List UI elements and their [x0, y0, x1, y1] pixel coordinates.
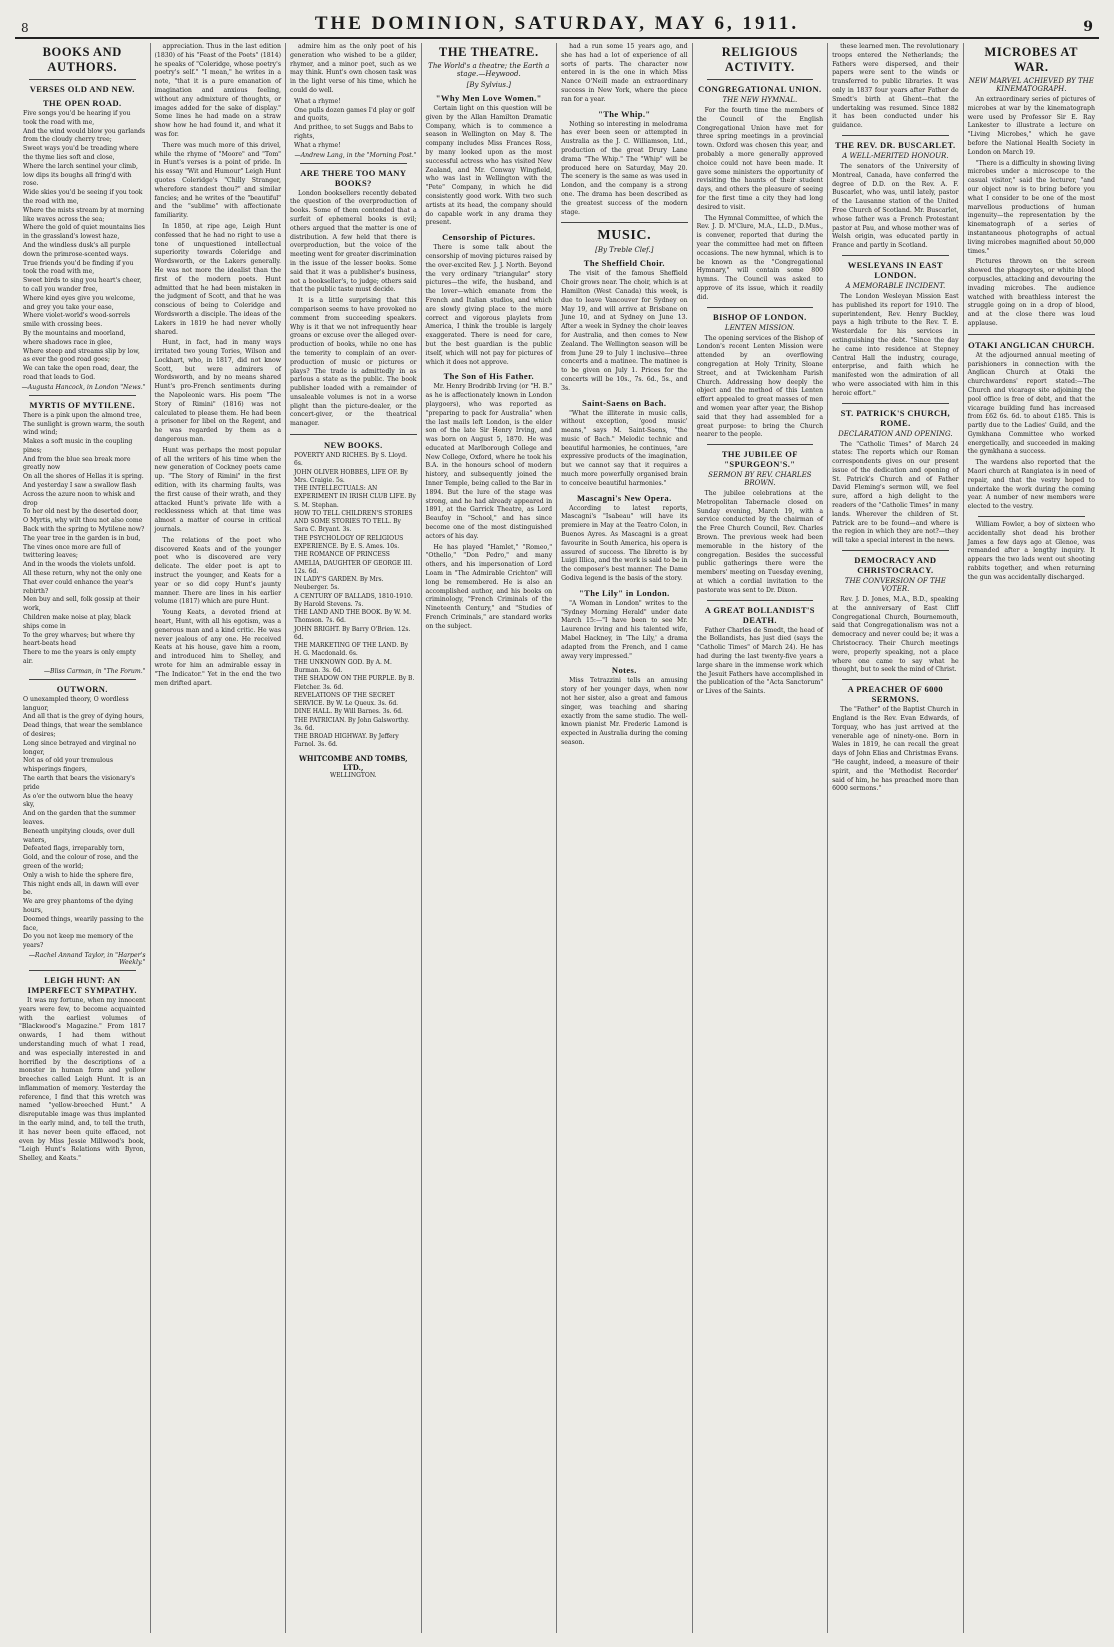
article-title-otaki-church: OTAKI ANGLICAN CHURCH.: [968, 339, 1095, 350]
article-body-spurgeons-jubilee: The jubilee celebrations at the Metropolitan Tabernacle closed on Sunday evening, March 19, with a service conducted by the chairman of the Free Church Council, Rev. Charles Brown. The previous week had been memorable in the history of the congregation. Besides the successful public gatherings there were the members' meeting on Tuesday evening, at which a cordial invitation to the pastorate was sent to Dr. Dixon.: [696, 490, 824, 594]
divider: [842, 550, 949, 551]
article-body-shooting-accident: William Fowler, a boy of sixteen who accidentally shot dead his brother James a few days ago at Glenoe, was remanded after a lengthy inquiry. It appears the two lads went out shooting rabbits together, and when returning the gun was accidentally discharged.: [967, 521, 1095, 581]
poem-attribution-open-road: —Augusta Hancock, in London "News.": [21, 383, 146, 391]
section-heading-books-and-authors: BOOKS AND AUTHORS.: [42, 45, 122, 74]
column-4: [422, 43, 558, 1633]
poem-title-open-road: THE OPEN ROAD.: [42, 98, 122, 108]
article-body-leigh-hunt-cont-2: There was much more of this drivel, while the rhyme of "Moore" and "Tom" in Hunt's verses is a point of pride. In his essay "Wit and Humour" Leigh Hunt quotes Coleridge's "Chilly Stranger, wherefore standest thou?" and similar fancies; and he writes of the "beautiful" and the "sublime" with affectionate familiarity.: [154, 141, 282, 220]
divider: [707, 444, 814, 445]
article-body-microbes-2: "There is a difficulty in showing living microbes under a microscope to the casual visitor," said the lecturer, "and our object now is to bring before you what I consider to be one of the most marvellous productions of human ingenuity—the representation by the kinematograph of a series of instantaneous photographs of actual living microbes magnified about 50,000 times.": [967, 159, 1095, 255]
article-body-wesleyans: The London Wesleyan Mission East has published its report for 1910. The superintendent, Rev. Henry Buckley, pays a high tribute to the Rev. T. E. Westerdale for his services in extinguishing the debt. "Since the day he came into residence at Stepney Central Hall the industry, courage, enterprise, and faith which he manifested won the admiration of all who were associated with him in this heroic effort.": [832, 292, 959, 397]
byline-theatre: [By Sylvius.]: [466, 81, 511, 89]
section-heading-music: MUSIC.: [597, 228, 652, 244]
section-heading-religious-activity: RELIGIOUS ACTIVITY.: [721, 45, 798, 74]
masthead-title: THE DOMINION, SATURDAY, MAY 6, 1911.: [314, 13, 800, 34]
article-title-bollandist: A GREAT BOLLANDIST'S DEATH.: [704, 604, 815, 625]
advertiser-city: WELLINGTON.: [329, 771, 377, 779]
article-title-son-of-his-father: The Son of His Father.: [443, 371, 535, 382]
article-subtitle-spurgeons-sermon: SERMON BY REV. CHARLES BROWN.: [708, 471, 812, 488]
article-title-mascagni: Mascagni's New Opera.: [577, 492, 672, 503]
poem-title-outworn: OUTWORN.: [56, 683, 108, 694]
poem-outworn: O unexampled theory, O wordless languor, And all that is the grey of dying hours, Dead things, that wear the semblance of desires; Long since betrayed and virginal no longer, Not as of old your tremulous whisperings fingers, The earth that bears the visionary's pride As o'er the outworn blue the heavy sky, And on the garden that the summer leaves. Beneath unpitying clouds, over dull waters, Defeated flags, irreparably torn, Gold, and the colour of rose, and the green of the world; Only a wish to hide the sphere fire, This night ends all, in dawn will ever be. We are grey phantoms of the dying hours, Doomed things, wearily passing to the face, Do you not keep me memory of the years?: [23, 695, 144, 950]
divider: [842, 403, 949, 404]
divider: [300, 163, 407, 164]
divider: [290, 434, 417, 435]
article-body-leigh-hunt-cont-5: Hunt was perhaps the most popular of all the writers of his time when the new generation of Cockney poets came up. "The Story of Rimini" in the first edition, with its charming faults, was the first cause of their wrath, and they attacked Hunt's private life with a recklessness which at that time was almost a matter of course in critical journals.: [154, 446, 282, 534]
heading-verses-old-and-new: VERSES OLD AND NEW.: [29, 84, 135, 94]
article-body-bishop-of-london: The opening services of the Bishop of London's recent Lenten Mission were attended by an overflowing congregation at Holy Trinity, Sloane Street, and at Twickenham Parish Church. Addressing how deeply the object and the method of this Lenten effort appealed to great masses of men and women year after year, the Bishop said that they had assembled for a great purpose: to bring the Church nearer to the people.: [696, 334, 824, 439]
article-title-sheffield-choir: The Sheffield Choir.: [583, 258, 665, 269]
article-title-saint-saens: Saint-Saens on Bach.: [582, 397, 667, 408]
poem-myrtis: There is a pink upon the almond tree, The sunlight is grown warm, the south wind wind; Makes a soft music in the coupling pines; And from the blue sea break more greatly now On all the shores of Hellas it is spring. And yesterday I saw a swallow flash Across the azure noon to whisk and drop To her old nest by the deserted door, O Myrtis, why wilt thou not also come Back with the spring to Mytilene now? The year tree in the garden is in bud, The vines once more are full of twittering leaves; And in the woods the violets unfold. All these return, why not the only one That ever could enhance the year's rebirth? Men buy and sell, folk gossip at their work, Children make noise at play, black ships come in To the grey wharves; but where thy heart-beats head There to me the years is only empty air.: [23, 411, 145, 666]
article-title-the-whip: "The Whip.": [598, 108, 651, 119]
article-body-too-many-books-2: It is a little surprising that this comparison seems to have provoked no comment from succeeding speakers. Why is it that we not infrequently hear groans or excuse over the alleged over-production of books, while no one has the temerity to complain of an over-production of music or pictures or plays? The trade is admittedly in as parlous a state as the public. The book publisher loaded with a remainder of unsaleable volumes is not in a worse plight than the picture-dealer, or the concert-giver, or the theatrical manager.: [290, 297, 417, 428]
divider: [842, 679, 949, 680]
article-title-wesleyans: WESLEYANS IN EAST LONDON.: [847, 259, 943, 280]
column-5: [557, 43, 693, 1633]
divider: [968, 334, 1095, 335]
article-title-bishop-of-london: BISHOP OF LONDON.: [713, 311, 807, 322]
section-epigraph-theatre: The World's a theatre; the Earth a stage.—Heywood.: [428, 62, 550, 78]
article-body-continued: admire him as the only poet of his generation who wished to be a gilder, rhymer, and a minor poet, such as we may think. Hunt's own chosen task was in the light verse of his time, which he could do well.: [290, 43, 417, 94]
rhyme-verse: What a rhyme! One pulls dozen games I'd play or golf and quoits, And prithee, to set Suggs and Babs to rights, What a rhyme!: [294, 97, 415, 149]
article-body-the-whip: Nothing so interesting in melodrama has ever been seen or attempted in Australia as the J. C. Williamson, Ltd., production of the great Drury Lane drama "The Whip." The "Whip" will be produced here on Saturday, May 20. The scenery is the same as was used in London, and the company is a strong one. The drama has been described as the greatest success of the modern stage.: [561, 120, 688, 216]
divider: [978, 516, 1085, 517]
article-body-otaki-church-2: The wardens also reported that the Maori church at Rangiatea is in need of repair, and that the vestry hoped to undertake the work during the coming year. A number of new members were elected to the vestry.: [967, 459, 1095, 511]
article-subtitle-st-patricks: DECLARATION AND OPENING.: [838, 429, 953, 438]
article-body-saint-saens: "What the illiterate in music calls, without exception, 'good music' means," says M. Saint-Saens, "the music of Bach." Melodic technic and beautiful harmonies, he continues, "are expressive products of the imagination, but we cannot say that it requires a much more powerfully organised brain to conceive beautiful harmonies.": [561, 409, 688, 487]
article-body-leigh-hunt-cont-1: appreciation. Thus in the last edition (1830) of his "Feast of the Poets" (1814) he speaks of "Coleridge, whose poetry's poetry's self." "I mean," he writes in a note, "that it is a pure emanation of imagination and anxious feeling, without any admixture of thoughts, or images added for the sake of display." Some lines he had made on a straw show how he had found it, and what it was for.: [154, 43, 282, 138]
article-title-congregational-union: CONGREGATIONAL UNION.: [698, 84, 822, 94]
article-subtitle-buscarlet: A WELL-MERITED HONOUR.: [842, 151, 949, 160]
article-title-why-men-love-women: "Why Men Love Women.": [435, 93, 542, 103]
article-title-6000-sermons: A PREACHER OF 6000 SERMONS.: [847, 684, 944, 705]
divider: [561, 222, 688, 223]
article-body-leigh-hunt-cont-4: Hunt, in fact, had in many ways irritated two young Tories, Wilson and Lockhart, who, in 1817, did not know Scott, but were admirers of Wordsworth, and by no means shared Hunt's pro-French sentiments during the Napoleonic wars. His poem "The Story of Rimini" (1816) was not calculated to please them. He had been a prisoner for libel on the Regent, and he was regarded by them as a dangerous man.: [154, 339, 282, 444]
new-books-list: POVERTY AND RICHES. By S. Lloyd. 6s. JOHN OLIVER HOBBES, LIFE OF. By Mrs. Craigie. 5s. THE INTELLECTUALS: AN EXPERIMENT IN IRISH CLUB LIFE. By S. M. Stephan. HOW TO TELL CHILDREN'S STORIES AND SOME STORIES TO TELL. By Sara C. Bryant. 3s. THE PSYCHOLOGY OF RELIGIOUS EXPERIENCE. By E. S. Ames. 10s. THE ROMANCE OF PRINCESS AMELIA, DAUGHTER OF GEORGE III. 12s. 6d. IN LADY'S GARDEN. By Mrs. Neuberger. 5s. A CENTURY OF BALLADS, 1810-1910. By Harold Stevens. 7s. THE LAND AND THE BOOK. By W. M. Thomson. 7s. 6d. JOHN BRIGHT. By Barry O'Brien. 12s. 6d. THE MARKETING OF THE LAND. By H. G. Macdonald. 6s. THE UNKNOWN GOD. By A. M. Burman. 3s. 6d. THE SHADOW ON THE PURPLE. By B. Fletcher. 3s. 6d. REVELATIONS OF THE SECRET SERVICE. By W. Le Queux. 3s. 6d. DINE HALL. By Will Barnes. 3s. 6d. THE PATRICIAN. By John Galsworthy. 3s. 6d. THE BROAD HIGHWAY. By Jeffery Farnol. 3s. 6d.: [294, 452, 416, 749]
article-body-new-hymnal: For the fourth time the members of the Council of the English Congregational Union have met for three spring meetings in a provincial town. Oxford was chosen this year, and probably a more generally approved choice could not have been made. It gave some ministers the opportunity of revisiting the haunts of their student days, and others the pleasure of seeing for the first time a city they had long desired to visit.: [696, 107, 824, 211]
article-subtitle-lenten-mission: LENTEN MISSION.: [724, 323, 795, 332]
divider: [842, 135, 949, 136]
masthead: [15, 13, 1099, 39]
article-body-mascagni: According to latest reports, Mascagni's "Isabeau" will have its premiere in May at the Teatro Colon, in Buenos Ayres. As Mascagni is a great favourite in South America, his opera is assured of success. The libretto is by Luigi Illica, and the work is said to be in the composer's best manner. The Dame Godiva legend is the basis of the story.: [561, 504, 688, 583]
article-title-st-patricks: ST. PATRICK'S CHURCH, ROME.: [840, 407, 951, 428]
article-body-leigh-hunt-cont-7: Young Keats, a devoted friend at heart, Hunt, with all his egotism, was a generous man and a kind critic. He was never jealous of any one. He received Keats at his house, gave him a room, and introduced him to Shelley, and wrote for him an admirable essay in "The Indicator." Yet in the end the two men drifted apart.: [154, 609, 282, 687]
article-title-too-many-books: ARE THERE TOO MANY BOOKS?: [300, 167, 407, 188]
article-body-microbes-1: An extraordinary series of pictures of microbes at war by the kinematograph were used by Professor Sir E. Ray Lankester to illustrate a lecture on "Living Microbes," which he gave before the National Health Society in London on March 19.: [967, 96, 1095, 156]
heading-new-books: NEW BOOKS.: [323, 440, 383, 451]
article-body-6000-sermons: The "Father" of the Baptist Church in England is the Rev. Evan Edwards, of Torquay, who has just arrived at the venerable age of ninety-one. Born in Wales in 1819, he can recall the great days of John Elias and Christmas Evans. "He caught, indeed, a measure of their spirit, and the 'Methodist Recorder' said of him, he has preached more than 6000 sermons.": [832, 706, 959, 793]
column-6: [693, 43, 829, 1633]
article-body-democracy: Rev. J. D. Jones, M.A., B.D., speaking at the anniversary of East Cliff Congregational Church, Bournemouth, said that Congregationalism was not a democracy and never could be; it was a Christocracy. Their Church meetings were, properly speaking, not a place where one came to say what he thought, but to seek the mind of Christ.: [832, 596, 959, 674]
divider: [707, 79, 814, 80]
rhyme-attribution: —Andrew Lang, in the "Morning Post.": [294, 151, 417, 159]
column-8: [964, 43, 1099, 1633]
article-title-the-lily: "The Lily" in London.: [579, 587, 670, 598]
newspaper-page: [7, 7, 1107, 1633]
article-body-the-lily: "A Woman in London" writes to the "Sydney Morning Herald" under date March 15:—"I have been to see Mr. Laurence Irving and his talented wife, Mabel Hackney, in 'The Lily,' a drama adapted from the French, and I came away very impressed.": [561, 599, 688, 660]
article-body-leigh-hunt: It was my fortune, when my innocent years were few, to become acquainted with the earliest volumes of "Blackwood's Magazine." From 1817 onwards, I had them without understanding much of what I read, and was especially interested in and horrified by the descriptions of a monster in human form and yellow breeches called Leigh Hunt. It is an inflammation of memory. Yesterday the reference, I find that this wretch was named "yellow-breeched Hunt." A disreputable image was thus implanted in the early mind, and, to tell the truth, it has never been quite effaced, not even by Miss Jessie Millwood's book, "Leigh Hunt's Relations with Byron, Shelley, and Keats.": [19, 996, 146, 1163]
byline-music: [By Treble Clef.]: [595, 246, 654, 255]
divider: [29, 679, 136, 680]
poem-open-road: Five songs you'd be hearing if you took the road with me, And the wind would blow you garlands from the cloudy cherry tree; Sweet ways you'd be treading where the thyme lies soft and close, Where the larch sentinel your climb, low dips its boughs all fring'd with rose. Wide skies you'd be seeing if you took the road with me, Where the mists stream by at morning like waves across the sea; Where the gold of quiet mountains lies in the grassland's lowest haze, And the windless dusk's all purple down the primrose-scented ways. True friends you'd be finding if you took the road with me, Sweet birds to sing you heart's cheer, to call you wander free, Where kind eyes give you welcome, and grey you take your ease, Where violet-world's wood-sorrels smile with crossing bees. By the mountains and moorland, where shadows race in glee, Where steep and streams slip by low, as ever the good road goes; We can take the open road, dear, the road that leads to God.: [23, 110, 146, 381]
divider: [29, 79, 136, 80]
article-title-notes: Notes.: [611, 665, 637, 676]
article-title-democracy: DEMOCRACY AND CHRISTOCRACY.: [854, 555, 937, 576]
article-body-leigh-hunt-cont-6: The relations of the poet who discovered Keats and of the younger poet who is discovered are very delicate. The elder poet is apt to instruct the younger, and Keats for a year or so did copy Hunt's jaunty manner. There are lines in his earlier volume (1817) which are pure Hunt.: [154, 536, 282, 606]
section-heading-theatre: THE THEATRE.: [438, 45, 539, 59]
article-body-continued: had a run some 15 years ago, and she has had a lot of experience of all sorts of parts. The character now entered in is the one in which Miss Nance O'Neill made an extraordinary success in New York, where the piece ran for a year.: [561, 43, 688, 103]
column-7: [828, 43, 964, 1633]
divider: [707, 307, 814, 308]
section-heading-microbes-at-war: MICROBES AT WAR.: [984, 45, 1079, 74]
divider: [842, 255, 949, 256]
article-body-microbes-3: Pictures thrown on the screen showed the phagocytes, or white blood corpuscles, attacking and devouring the invading microbes. The audience watched with breathless interest the struggle going on in a drop of blood, and at the close there was loud applause.: [967, 258, 1095, 327]
article-body-bollandist-cont: these learned men. The revolutionary troops entered the Netherlands; the Fathers were dispersed, and their papers were sent to the winds or transferred to public libraries. It was only in 1837 four years after Father de Smedt's birth at Ghent—that the undertaking was resumed. Since 1882 it has been conducted under his guidance.: [832, 43, 959, 130]
article-body-otaki-church: At the adjourned annual meeting of parishioners in connection with the Anglican Church at Otaki the churchwardens' report stated:—The Church and vicarage site adjoining the pool office is free of debt, and that the vicarage building fund has increased from £62 6s. 6d. to about £185. This is partly due to the Ladies' Guild, and the Gymkhana Committee who worked energetically, and succeeded in making the gymkhana a success.: [967, 351, 1095, 456]
poem-title-myrtis: MYRTIS OF MYTILENE.: [29, 399, 135, 410]
divider: [29, 970, 136, 971]
article-body-too-many-books: London booksellers recently debated the question of the overproduction of books. Some of them contended that a surfeit of ephemeral books is evil; others argued that the matter is one of distribution. A few held that there is overproduction, but the voice of the meeting went for greater discrimination in the issue of the lesser books. Some said that it was a publisher's business, not a bookseller's, to judge; others said that the public taste must decide.: [290, 189, 417, 294]
advertiser-name: WHITCOMBE AND TOMBS, LTD.,: [298, 753, 408, 772]
article-title-censorship: Censorship of Pictures.: [442, 232, 536, 243]
article-body-why-men-love-women: Certain light on this question will be given by the Allan Hamilton Dramatic Company, which is to commence a season in Wellington on May 8. The company includes Miss Frances Ross, by many looked upon as the most successful actress who has visited New Zealand, and Mr. Conway Wingfield, who was last in Wellington with the "Pete" Company, in which he did consistently good work. With two such artists at its head, the company should do capable work in any drama they present.: [425, 105, 553, 227]
poem-attribution-myrtis: —Bliss Carman, in "The Forum.": [43, 667, 146, 675]
column-2: [151, 43, 287, 1633]
divider: [29, 395, 136, 396]
masthead-left: 8: [21, 21, 29, 35]
article-body-leigh-hunt-cont-3: In 1850, at ripe age, Leigh Hunt confessed that he had no right to use a tone of unquestioned intellectual superiority towards Coleridge and Wordsworth, or the Lakers generally. He was not more the idealist than the first of the modern poets. Hunt admitted that he had been mistaken in the judgment of Scott, and that he was conscious of being to Coleridge and Wordsworth a disciple. The ideas of the Lakers in 1819 he had never wholly shared.: [154, 222, 282, 336]
article-subtitle-kinematograph: NEW MARVEL ACHIEVED BY THE KINEMATOGRAPH.: [968, 77, 1094, 93]
article-subtitle-new-hymnal: THE NEW HYMNAL.: [722, 96, 798, 104]
article-body-sheffield-choir: The visit of the famous Sheffield Choir grows near. The choir, which is at Hamilton (West Canada) this week, is due to leave Vancouver for Sydney on May 19, and will arrive at Brisbane on June 10, and at Sydney on June 13. After a week in Sydney the choir leaves for Australia, and then comes to New Zealand. The Wellington season will be from June 29 to July 1 inclusive—three concerts and a matinee. The matinee is to be given on July 1. Prices for the concerts will be 10s., 7s. 6d., 5s., and 3s.: [561, 270, 688, 392]
article-body-bollandist: Father Charles de Smedt, the head of the Bollandists, has just died (says the "Catholic Times" of March 24). He has had during the last twenty-five years a large share in the immense work which the Jesuit Fathers have accomplished in the publication of the "Acta Sanctorum" or Lives of the Saints.: [696, 626, 824, 696]
article-title-leigh-hunt: LEIGH HUNT: AN IMPERFECT SYMPATHY.: [27, 974, 137, 995]
article-title-spurgeons-jubilee: THE JUBILEE OF "SPURGEON'S.": [721, 449, 798, 470]
columns: [15, 43, 1099, 1633]
article-title-buscarlet: THE REV. DR. BUSCARLET.: [835, 139, 956, 150]
column-3: [286, 43, 422, 1633]
article-body-son-of-his-father-2: He has played "Hamlet," "Romeo," "Othello," "Don Pedro," and many others, and his impersonation of Lord Loam in "The Admirable Crichton" will long be remembered. He is also an accomplished author, and his books on criminology, "French Criminals of the Nineteenth Century," and "Studies of French Criminals," are standard works on the subject.: [425, 543, 553, 630]
article-body-son-of-his-father: Mr. Henry Brodribb Irving (or "H. B." as he is affectionately known in London playgoers), who was reported as "preparing to pack for Australia" when the last mails left London, is the elder son of the late Sir Henry Irving, and was born on August 5, 1870. He was educated at Marlborough College and New College, Oxford, where he took his B.A. in the honours school of modern history, and subsequently joined the Inner Temple, being called to the Bar in 1894. But the lure of the stage was strong, and he had already appeared in 1891, at the Garrick Theatre, as Lord Beaufoy in "School," and has since become one of the most distinguished actors of his day.: [425, 383, 553, 540]
article-body-st-patricks: The "Catholic Times" of March 24 states: The reports which our Roman correspondents gives on our present issue of the dedication and opening of St. Patrick's Church and of Father David Fleming's sermon will, we feel sure, afford a high delight to the readers of the "Catholic Times" in many lands. Wherever the children of St. Patrick are to be found—and where is the region in which they are not?—they will take a special interest in the news.: [832, 440, 959, 545]
article-subtitle-democracy: THE CONVERSION OF THE VOTER.: [844, 577, 946, 594]
article-subtitle-wesleyans: A MEMORABLE INCIDENT.: [845, 281, 946, 290]
article-body-notes: Miss Tetrazzini tells an amusing story of her younger days, when now not her sister, also a great and famous singer, was teaching and sharing exactly from the same studio. The well-known pianist Mr. Frederic Lamond is expected in Australia during the coming season.: [561, 677, 688, 746]
column-1: [15, 43, 151, 1633]
poem-attribution-outworn: —Rachel Annand Taylor, in "Harper's Weekly.": [28, 951, 146, 966]
article-body-buscarlet: The senators of the University of Montreal, Canada, have conferred the degree of D.D. on the Rev. A. F. Buscarlet, who was, until lately, pastor of the Lausanne station of the United Free Church of Scotland. Mr. Buscarlet, whose father was a French Protestant pastor at Pau, and whose mother was of Welsh origin, was educated partly in France and partly in Scotland.: [832, 162, 959, 250]
divider: [707, 600, 814, 601]
article-body-new-hymnal-2: The Hymnal Committee, of which the Rev. J. D. M'Clure, M.A., LL.D., D.Mus., is convener, reported that during the year the committee had met on fifteen occasions. The new hymnal, which is to be known as the "Congregational Hymnary," will contain some 800 hymns. The Council was asked to approve of its issue, which it readily did.: [696, 214, 824, 301]
page-number: 9: [1083, 19, 1093, 35]
article-body-censorship: There is some talk about the censorship of moving pictures raised by the over-excited Rev. J. J. North. Beyond the very ordinary "triangular" story pictures—the wife, the husband, and the lover—which emanate from the French and Italian studios, and which are slowly giving place to the more correct and vigorous playlets from America, I think the trouble is largely exaggerated. There is need for care, but the best guardian is the public itself, which will not pay for pictures of which it does not approve.: [425, 244, 553, 366]
